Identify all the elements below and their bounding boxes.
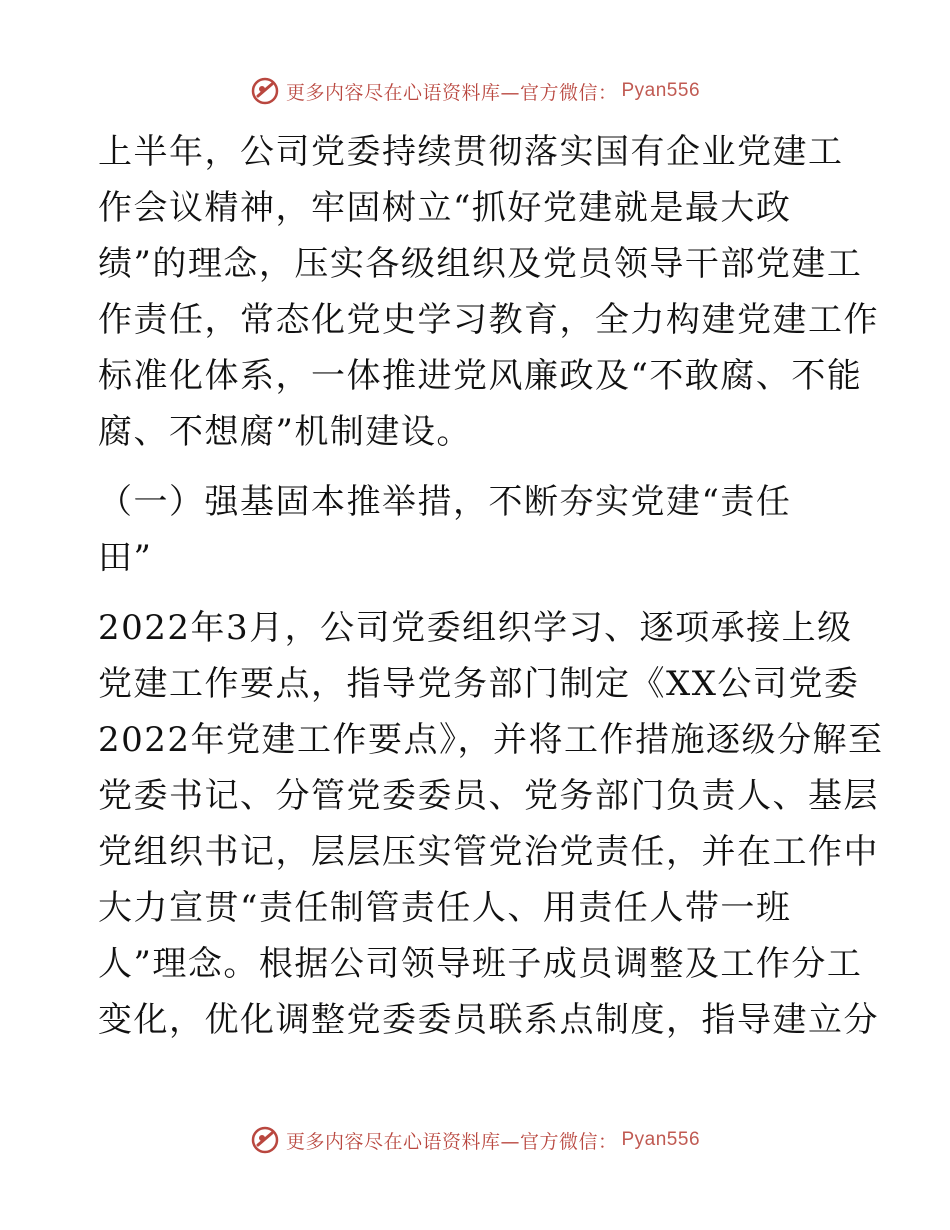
text-line: 2022年3月，公司党委组织学习、逐项承接上级 — [98, 608, 853, 648]
text-line: 大力宣贯“责任制管责任人、用责任人带一班 — [98, 888, 792, 928]
watermark-wechat-id: Pyan556 — [621, 80, 701, 101]
paragraph-1 — [98, 124, 879, 460]
text-line: 变化，优化调整党委委员联系点制度，指导建立分 — [98, 1000, 879, 1040]
text-line: 标准化体系，一体推进党风廉政及“不敢腐、不能 — [98, 356, 863, 396]
text-line: 作责任，常态化党史学习教育，全力构建党建工作 — [98, 300, 879, 340]
heading-line: （一）强基固本推举措，不断夯实党建“责任 — [98, 482, 792, 522]
watermark-header — [0, 74, 950, 108]
document-body — [98, 124, 884, 1048]
text-line: 2022年党建工作要点》，并将工作措施逐级分解至 — [98, 720, 884, 760]
watermark-wechat-id: Pyan556 — [621, 1129, 701, 1150]
text-line: 作会议精神，牢固树立“抓好党建就是最大政 — [98, 188, 792, 228]
text-line: 党委书记、分管党委委员、党务部门负责人、基层 — [98, 776, 879, 816]
watermark-site-text: 更多内容尽在心语资料库—官方微信： — [285, 81, 618, 104]
text-line: 上半年，公司党委持续贯彻落实国有企业党建工 — [98, 132, 844, 172]
heading-line: 田” — [98, 538, 153, 578]
text-line: 党建工作要点，指导党务部门制定《XX公司党委 — [98, 664, 860, 704]
watermark-footer — [0, 1123, 950, 1157]
section-heading-1 — [98, 474, 858, 586]
watermark-site-text: 更多内容尽在心语资料库—官方微信： — [285, 1130, 618, 1153]
text-line: 腐、不想腐”机制建设。 — [98, 412, 472, 452]
text-line: 党组织书记，层层压实管党治党责任，并在工作中 — [98, 832, 879, 872]
text-line: 人”理念。根据公司领导班子成员调整及工作分工 — [98, 944, 863, 984]
paragraph-2 — [98, 600, 884, 1048]
text-line: 绩”的理念，压实各级组织及党员领导干部党建工 — [98, 244, 863, 284]
brand-logo-icon — [250, 76, 280, 106]
brand-logo-icon — [250, 1125, 280, 1155]
